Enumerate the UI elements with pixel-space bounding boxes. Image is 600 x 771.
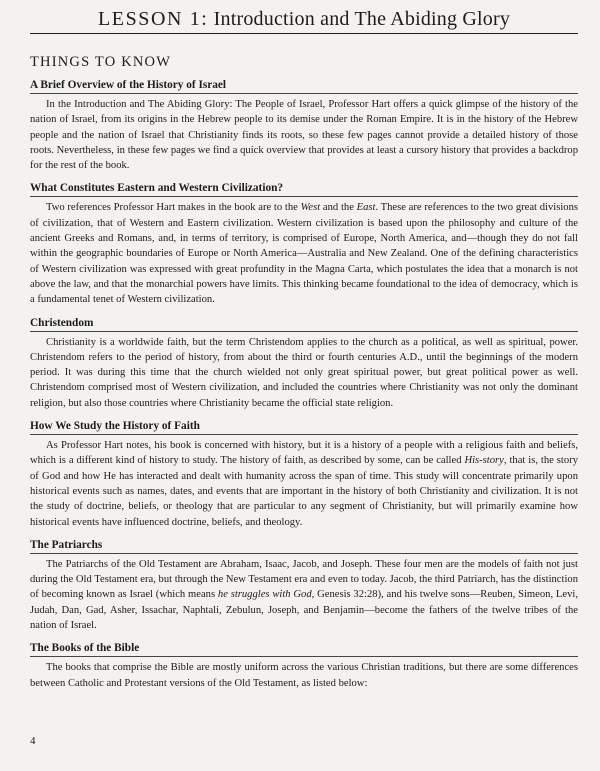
paragraph-books-of-bible: The books that comprise the Bible are mostly uniform across the various Christian traditions, but there are some differences between Catholic and Protestant versions of the Old Testament, as listed below: [30,662,578,689]
subheading-books-of-bible: The Books of the Bible [30,641,578,657]
subheading-eastern-western: What Constitutes Eastern and Western Civilization? [30,181,578,197]
subheading-patriarchs: The Patriarchs [30,538,578,554]
paragraph-history-of-israel: In the Introduction and The Abiding Glory: The People of Israel, Professor Hart offers a quick glimpse of the history of the nation of Israel, from its origins in the Hebrew people to its demise under the Roman Empire. It is in the history of the Hebrew people and the nation of Israel that Christianity finds its roots, so these few pages cannot provide a detailed history of those roots. Nevertheless, in these few pages we find a quick overview that provides at least a cursory history that provides a backdrop for the rest of the book. [30,99,578,172]
paragraph-patriarchs [30,557,578,633]
lesson-number: LESSON 1: [97,8,209,30]
section-heading: THINGS TO KNOW [30,54,172,70]
text-run: , that is, the story of God and how He has interacted and dealt with humanity across the span of time. This study will concentrate primarily upon historical events such as names, dates, and events that are important in the history of both Christianity and civilization. It is not the study of doctrine, beliefs, or theology that are particular to any segment of Christianity, but will primarily examine how historical events have influenced doctrine, beliefs, and theology. [30,455,578,528]
subheading-christendom: Christendom [30,316,578,332]
paragraph-history-of-faith [30,438,578,530]
paragraph-christendom: Christianity is a worldwide faith, but the term Christendom applies to the church as a political, as well as spiritual, power. Christendom refers to the period of history, from about the third or fourth centuries A.D., until the beginnings of the modern period. It was during this time that the church wielded not only great spiritual power, but great political power as well. Christendom comprised most of Western civilization, and included the countries where Christianity was not only the dominant religion, but also those countries where Christianity became the official state religion. [30,336,578,409]
subheading-history-of-faith: How We Study the History of Faith [30,419,578,435]
text-run: , Genesis 32:28), and his twelve sons—Reuben, Simeon, Levi, Judah, Dan, Gad, Asher, Issachar, Naphtali, Zebulun, Joseph, and Benjamin—become the fathers of the twelve tribes of the nation of Israel. [30,589,578,632]
text-run: As Professor Hart notes, his book is concerned with history, but it is a history of a people with a religious faith and beliefs, which is a different kind of history to study. The history of faith, as described by some, can be called [30,440,578,467]
lesson-title [30,8,578,31]
page-number: 4 [30,735,36,747]
emphasis-west: West [300,202,321,214]
lesson-title-bar [30,8,578,34]
emphasis-east: East [356,202,376,214]
text-run: . These are references to the two great divisions of civilization, that of Western and Eastern civilization. Western civilization is based upon the philosophy and culture of the ancient Greeks and Romans, and, in terms of territory, is comprised of Europe, North America, and—though they do not fall within the geographic boundaries of Europe or North America—Australia and New Zealand. One of the defining characteristics of Western civilization was expressed with great profundity in the Magna Carta, which postulates the idea that a monarch is not above the law, and that the monarchial powers have limits. This thinking became foundational to the idea of democracy, which is a fundamental tenet of Western civilization. [30,202,578,306]
emphasis-he-struggles: he struggles with God [217,589,312,601]
text-run: and the [320,202,357,214]
lesson-name: Introduction and The Abiding Glory [208,8,511,30]
text-run: Two references Professor Hart makes in the book are to the [46,202,301,214]
subheading-history-of-israel: A Brief Overview of the History of Israel [30,78,578,94]
emphasis-his-story: His-story [464,455,504,467]
paragraph-eastern-western [30,200,578,307]
content-body [30,78,578,691]
text-run: The Patriarchs of the Old Testament are Abraham, Isaac, Jacob, and Joseph. These four men are the models of faith not just during the Old Testament era, but through the New Testament era and even to today. Jacob, the third Patriarch, has the distinction of becoming known as Israel (which means [30,558,578,601]
